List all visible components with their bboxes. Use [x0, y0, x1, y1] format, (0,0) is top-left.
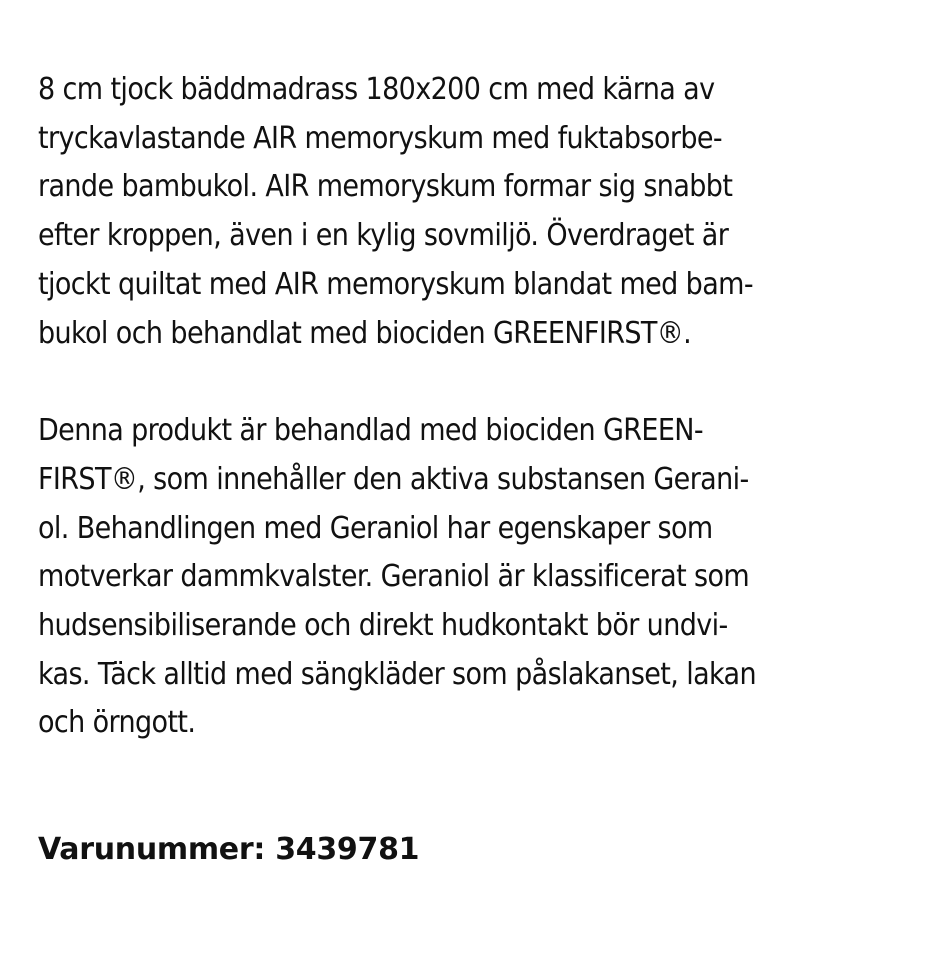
description-line: ol. Behandlingen med Geraniol har egenskaper som — [38, 510, 713, 546]
description-line: och örngott. — [38, 705, 196, 741]
description-line: bukol och behandlat med biociden GREENFIRST®. — [38, 315, 692, 351]
description-line: tjockt quiltat med AIR memoryskum blandat med bam- — [38, 266, 753, 302]
article-number-value: 3439781 — [275, 832, 420, 867]
description-line: FIRST®, som innehåller den aktiva substansen Gerani- — [38, 461, 749, 497]
description-line: hudsensibiliserande och direkt hudkontakt bör undvi- — [38, 608, 728, 644]
product-description — [38, 66, 938, 748]
description-line: motverkar dammkvalster. Geraniol är klassificerat som — [38, 559, 750, 595]
description-line: 8 cm tjock bäddmadrass 180x200 cm med kärna av — [38, 72, 715, 107]
description-paragraph-1 — [38, 66, 938, 358]
description-line: rande bambukol. AIR memoryskum formar sig snabbt — [38, 169, 733, 205]
article-number — [38, 826, 419, 874]
article-number-label: Varunummer: — [38, 832, 266, 867]
description-line: efter kroppen, även i en kylig sovmiljö. Överdraget är — [38, 218, 729, 254]
description-line: tryckavlastande AIR memoryskum med fuktabsorbe- — [38, 120, 723, 156]
description-paragraph-2 — [38, 407, 938, 748]
description-line: Denna produkt är behandlad med biociden GREEN- — [38, 413, 704, 449]
description-line: kas. Täck alltid med sängkläder som påslakanset, lakan — [38, 656, 756, 692]
